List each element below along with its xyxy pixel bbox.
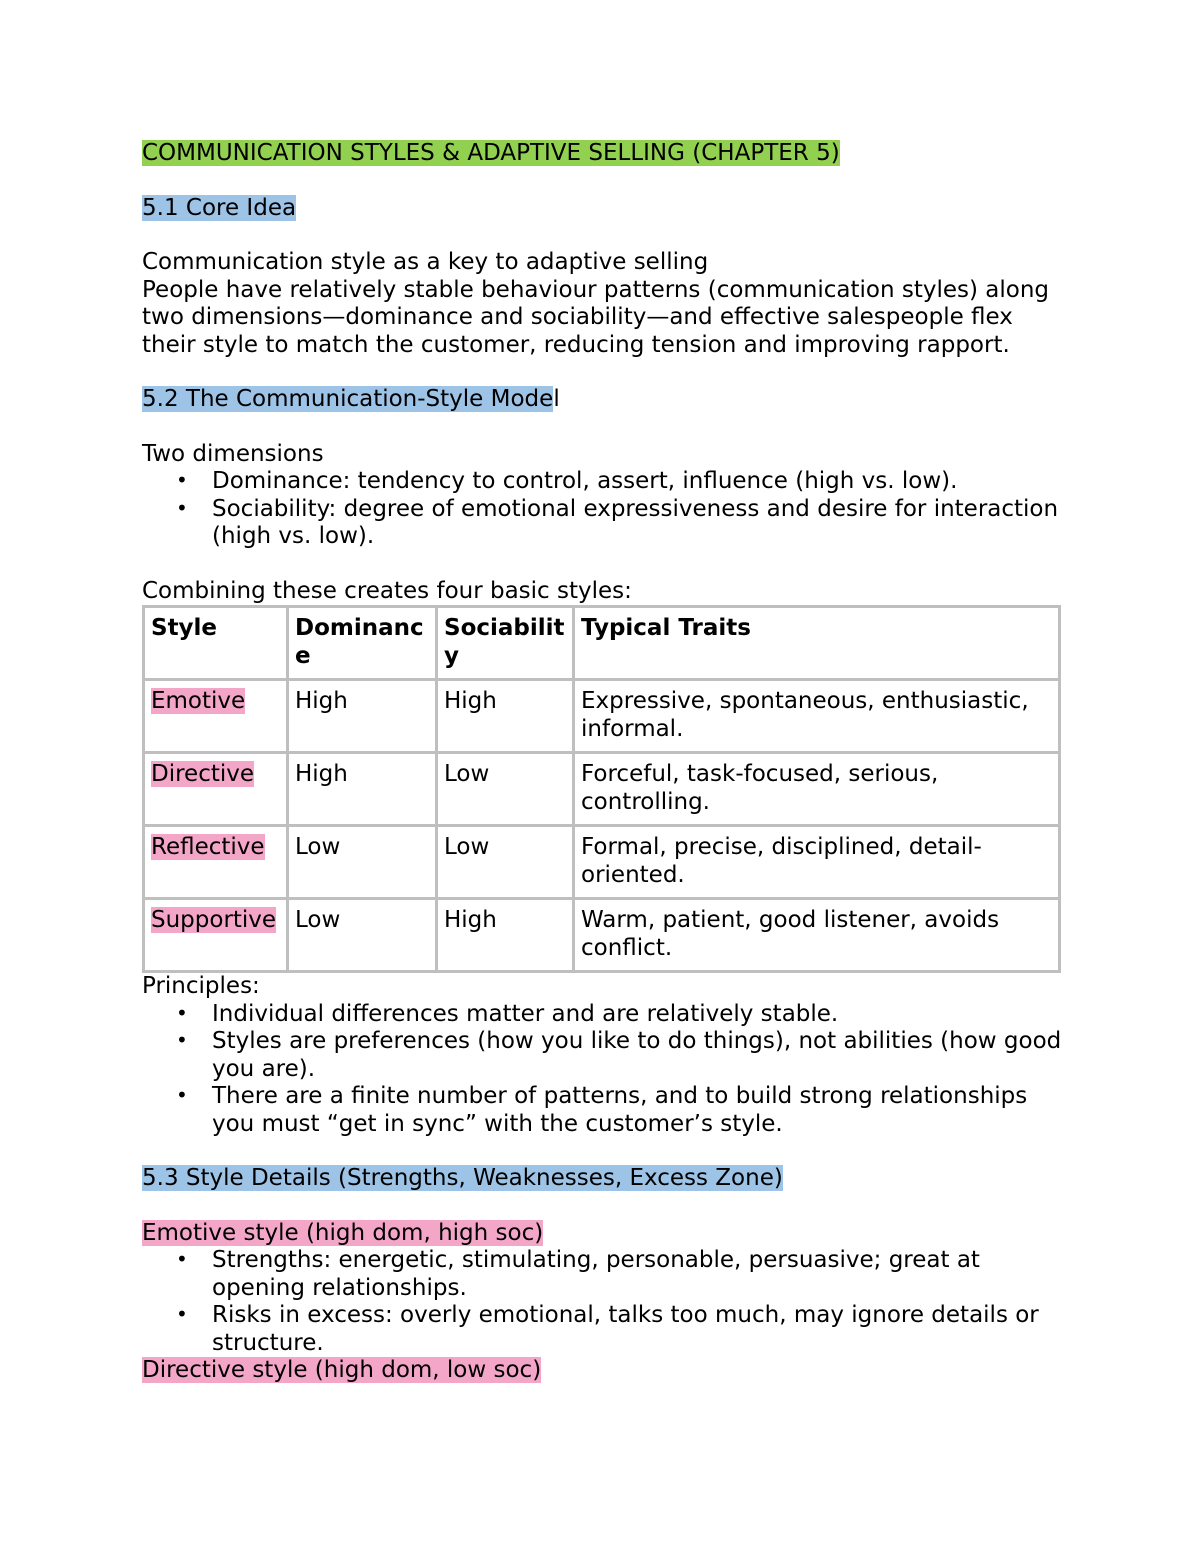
- dominance-cell: Low: [288, 899, 437, 972]
- traits-cell: Forceful, task-focused, serious, controlling.: [574, 753, 1060, 826]
- traits-cell: Warm, patient, good listener, avoids conflict.: [574, 899, 1060, 972]
- directive-style-heading: [142, 1357, 1062, 1385]
- dominance-cell: Low: [288, 826, 437, 899]
- section-5-3-heading: [142, 1165, 1062, 1193]
- table-header-row: [144, 607, 1060, 680]
- emotive-style-list: [142, 1247, 1062, 1357]
- section-5-2-heading: [142, 386, 1062, 414]
- traits-cell: Expressive, spontaneous, enthusiastic, informal.: [574, 680, 1060, 753]
- style-cell: [144, 899, 288, 972]
- section-5-2-heading-text: 5.2 The Communication-Style Mode: [142, 386, 554, 412]
- section-5-3-heading-text: 5.3 Style Details (Strengths, Weaknesses, Excess Zone): [142, 1165, 783, 1191]
- principles-list: [142, 1001, 1062, 1139]
- traits-cell: Formal, precise, disciplined, detail-oriented.: [574, 826, 1060, 899]
- table-intro: Combining these creates four basic styles:: [142, 577, 632, 604]
- table-header-style: Style: [144, 607, 288, 680]
- document-title-text: COMMUNICATION STYLES & ADAPTIVE SELLING (CHAPTER 5): [142, 140, 840, 166]
- list-item: • Styles are preferences (how you like to do things), not abilities (how good you are).: [212, 1028, 1062, 1083]
- directive-style-heading-text: Directive style (high dom, low soc): [142, 1357, 542, 1383]
- table-row: [144, 826, 1060, 899]
- document-page: [142, 140, 1062, 1385]
- emotive-style-heading: [142, 1220, 1062, 1248]
- document-title: [142, 140, 1062, 168]
- table-row: [144, 753, 1060, 826]
- table-header-dominance: Dominance: [288, 607, 437, 680]
- principles-label: Principles:: [142, 973, 260, 999]
- style-name: Reflective: [151, 834, 265, 860]
- style-name: Emotive: [151, 688, 246, 714]
- style-name: Supportive: [151, 907, 277, 933]
- table-header-sociability: Sociability: [437, 607, 574, 680]
- style-cell: [144, 826, 288, 899]
- emotive-style-heading-text: Emotive style (high dom, high soc): [142, 1219, 544, 1246]
- list-item: • There are a finite number of patterns, and to build strong relationships you must “get in sync” with the customer’s style.: [212, 1083, 1062, 1138]
- dominance-cell: High: [288, 753, 437, 826]
- list-item: • Individual differences matter and are relatively stable.: [212, 1001, 1062, 1029]
- dimensions-lead: Two dimensions: [142, 440, 324, 467]
- list-item: • Strengths: energetic, stimulating, personable, persuasive; great at opening relationships.: [212, 1247, 1062, 1302]
- sociability-cell: High: [437, 680, 574, 753]
- table-row: [144, 899, 1060, 972]
- list-item: • Dominance: tendency to control, assert, influence (high vs. low).: [212, 468, 1062, 496]
- sociability-cell: High: [437, 899, 574, 972]
- style-cell: [144, 680, 288, 753]
- style-name: Directive: [151, 761, 255, 787]
- section-5-1-body: People have relatively stable behaviour patterns (communication styles) along two dimensions—dominance and sociability—and effective salespeople flex their style to match the customer, reducing tension and improving rapport.: [142, 276, 1050, 358]
- section-5-2-heading-tail: l: [553, 386, 560, 412]
- styles-table: [142, 605, 1061, 973]
- section-5-1-heading-text: 5.1 Core Idea: [142, 194, 297, 221]
- section-5-1-heading: [142, 195, 1062, 223]
- sociability-cell: Low: [437, 826, 574, 899]
- style-cell: [144, 753, 288, 826]
- section-5-1-lead: Communication style as a key to adaptive selling: [142, 249, 709, 275]
- table-header-traits: Typical Traits: [574, 607, 1060, 680]
- table-row: [144, 680, 1060, 753]
- list-item: • Sociability: degree of emotional expressiveness and desire for interaction (high vs. low).: [212, 496, 1062, 551]
- dominance-cell: High: [288, 680, 437, 753]
- list-item: • Risks in excess: overly emotional, talks too much, may ignore details or structure.: [212, 1302, 1062, 1357]
- sociability-cell: Low: [437, 753, 574, 826]
- dimensions-list: [142, 468, 1062, 551]
